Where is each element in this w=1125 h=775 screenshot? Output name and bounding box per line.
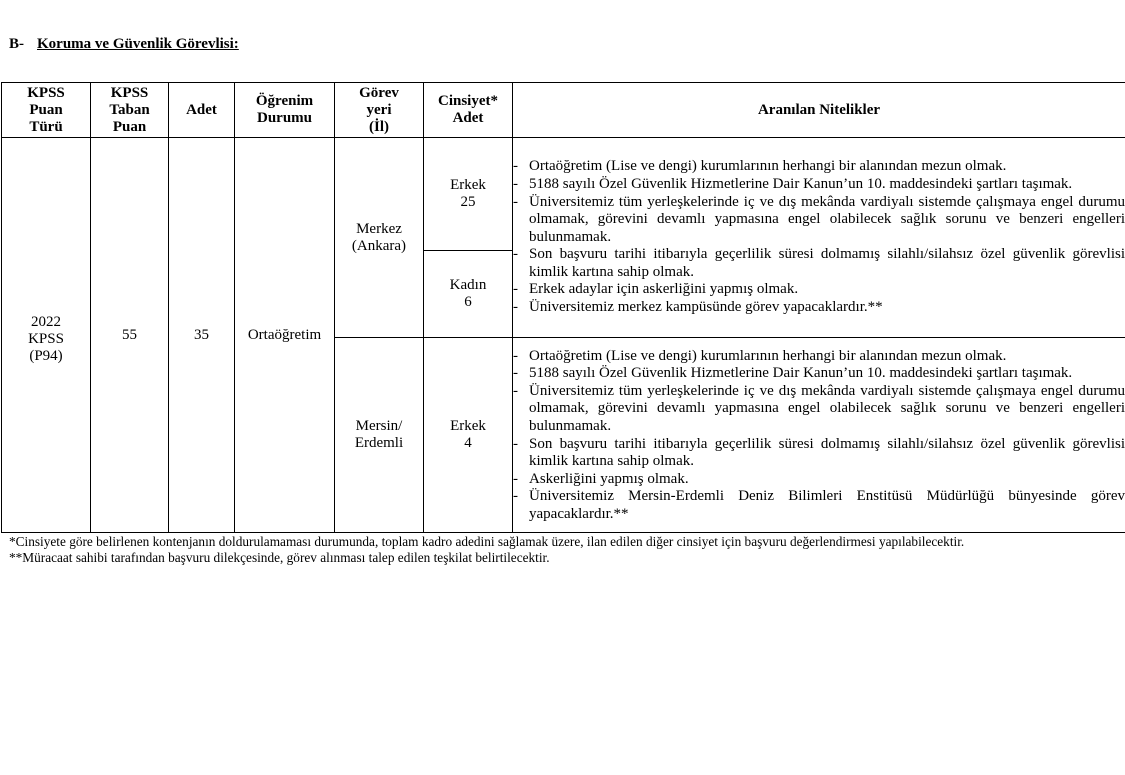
cell-gorev-yeri-mersin: Mersin/ Erdemli [335,338,424,533]
list-item: - Üniversitemiz merkez kampüsünde görev yapacaklardır.** [513,299,1125,317]
cell-taban-puan: 55 [91,138,169,533]
list-item: - Son başvuru tarihi itibarıyla geçerlilik süresi dolmamış silahlı/silahsız özel güvenlik görevlisi kimlik kartına sahip olmak. [513,246,1125,281]
section-prefix: B- [9,36,24,52]
header-gorev-yeri: Görev yeri (İl) [335,83,424,138]
table-row [2,138,1125,251]
footnotes [9,534,1059,565]
list-item: - Üniversitemiz tüm yerleşkelerinde iç ve dış mekânda vardiyalı sistemde çalışmaya engel durumu olmamak, görevini devamlı yapmasına engel olabilecek sağlık sorunu ve benzeri engelleri bulunmamak. [513,194,1125,247]
cell-puan-turu: 2022 KPSS (P94) [2,138,91,533]
positions-table [1,82,1125,533]
list-item: - 5188 sayılı Özel Güvenlik Hizmetlerine Dair Kanun’un 10. maddesindeki şartları taşımak. [513,176,1125,194]
header-kpss-taban-puan: KPSS Taban Puan [91,83,169,138]
cell-gorev-yeri-merkez: Merkez (Ankara) [335,138,424,338]
requirements-list-merkez [513,158,1125,316]
list-item: - Üniversitemiz Mersin-Erdemli Deniz Bilimleri Enstitüsü Müdürlüğü bünyesinde görev yapacaklardır.** [513,488,1125,523]
header-ogrenim-durumu: Öğrenim Durumu [235,83,335,138]
header-adet: Adet [169,83,235,138]
list-item: - Ortaöğretim (Lise ve dengi) kurumlarının herhangi bir alanından mezun olmak. [513,158,1125,176]
requirements-list-mersin [513,348,1125,524]
list-item: - Erkek adaylar için askerliğini yapmış olmak. [513,281,1125,299]
list-item: - Son başvuru tarihi itibarıyla geçerlilik süresi dolmamış silahlı/silahsız özel güvenlik görevlisi kimlik kartına sahip olmak. [513,436,1125,471]
cell-gender-kadin-merkez: Kadın 6 [424,251,513,338]
list-item: - Üniversitemiz tüm yerleşkelerinde iç ve dış mekânda vardiyalı sistemde çalışmaya engel durumu olmamak, görevini devamlı yapmasına engel olabilecek sağlık sorunu ve benzeri engelleri bulunmamak. [513,383,1125,436]
header-row [2,83,1125,138]
list-item: - Ortaöğretim (Lise ve dengi) kurumlarının herhangi bir alanından mezun olmak. [513,348,1125,366]
cell-requirements-mersin [513,338,1125,533]
footnote-gender-quota: *Cinsiyete göre belirlenen kontenjanın doldurulamaması durumunda, toplam kadro adedini sağlamak üzere, ilan edilen diğer cinsiyet için başvuru değerlendirmesi yapılabilecektir. [9,534,965,549]
list-item: - Askerliğini yapmış olmak. [513,471,1125,489]
cell-ogrenim: Ortaöğretim [235,138,335,533]
cell-adet: 35 [169,138,235,533]
cell-gender-erkek-mersin: Erkek 4 [424,338,513,533]
cell-requirements-merkez [513,138,1125,338]
section-title: Koruma ve Güvenlik Görevlisi: [37,36,239,52]
section-heading [9,36,239,53]
header-cinsiyet-adet: Cinsiyet* Adet [424,83,513,138]
list-item: - 5188 sayılı Özel Güvenlik Hizmetlerine Dair Kanun’un 10. maddesindeki şartları taşımak. [513,365,1125,383]
footnote-organization: **Müracaat sahibi tarafından başvuru dilekçesinde, görev alınması talep edilen teşkilat belirtilecektir. [9,549,550,565]
header-kpss-puan-turu: KPSS Puan Türü [2,83,91,138]
cell-gender-erkek-merkez: Erkek 25 [424,138,513,251]
header-aranilan-nitelikler: Aranılan Nitelikler [513,83,1125,138]
